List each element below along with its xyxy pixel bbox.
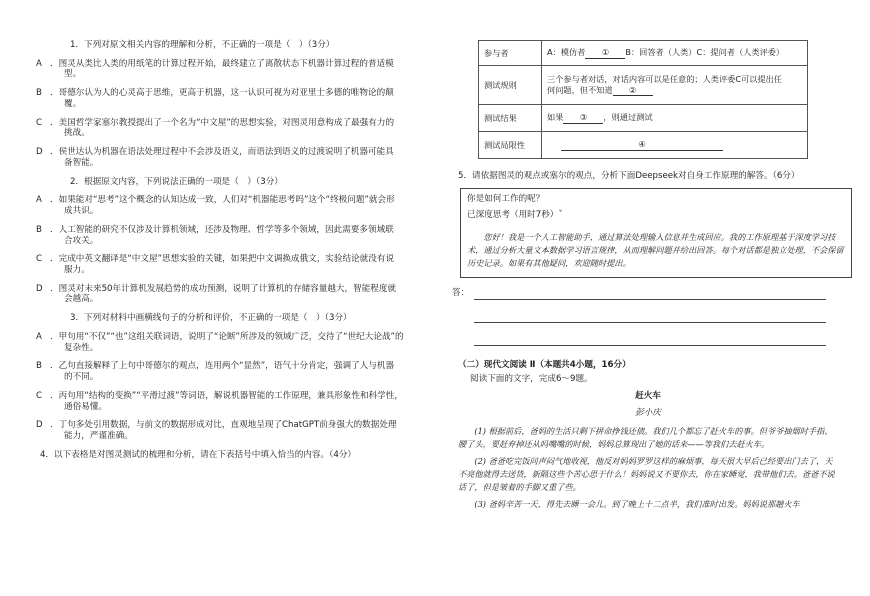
table-head-cell: 测试结果 xyxy=(479,105,542,132)
option-text-cont: 复杂性。 xyxy=(64,342,99,353)
section-2-title: （二）现代文阅读 Ⅱ（本题共4小题，16分） xyxy=(458,359,631,370)
table-cell xyxy=(542,132,808,159)
deepseek-answer-box xyxy=(460,188,852,278)
option-text: ．美国哲学家塞尔教授提出了一个名为“中文屋”的思想实验，对图灵用意构成了最强有力的 xyxy=(50,117,395,128)
question-4-stem: 4．以下表格是对图灵测试的梳理和分析，请在下表括号中填入恰当的内容。（4分） xyxy=(40,449,357,460)
option-key: A xyxy=(36,331,42,342)
option-key: B xyxy=(36,361,42,372)
ai-think-status: 已深度思考（用时7秒）ˇ xyxy=(467,210,563,221)
option-text: ．乙句直接解释了上句中哥德尔的观点，连用两个“显然”，语气十分肯定，强调了人与机器 xyxy=(50,361,395,372)
question-3-option-c[interactable] xyxy=(36,391,436,412)
option-text-cont: 的不同。 xyxy=(64,372,99,383)
article-paragraph: (2) 爸爸吃完饭问声闷气地收视，他反对妈妈罗罗这样的麻烦事，每天很大早后已经要出门去了，天不亮他就得去送货，新隔这些个苦心思于什么！妈妈说又不要你去，你在家睡觉，我带他们去。爸爸不说话了，但是皱着的手脚又重了些。 xyxy=(458,455,835,493)
answer-label: 答： xyxy=(452,287,470,298)
question-3-options xyxy=(36,332,436,442)
table-head-cell: 测试规则 xyxy=(479,66,542,105)
table-head-cell: 参与者 xyxy=(479,41,542,66)
table-row xyxy=(479,132,808,159)
option-text: ．哥德尔认为人的心灵高于思维，更高于机器，这一认识可视为对亚里士多德的唯物论的颠 xyxy=(50,88,394,99)
option-key: C xyxy=(36,390,43,401)
question-1-option-a[interactable] xyxy=(36,59,436,80)
option-key: A xyxy=(36,58,42,69)
option-key: B xyxy=(36,88,42,99)
cell-text: 三个参与者对话，对话内容可以是任意的；人类评委C可以提出任 xyxy=(547,74,782,85)
question-3-option-d[interactable] xyxy=(36,420,436,441)
option-key: B xyxy=(36,224,42,235)
section-2-intro: 阅读下面的文字，完成6～9题。 xyxy=(470,374,593,385)
option-text: ．图灵对未来50年计算机发展趋势的成功预测，说明了计算机的存储容量越大，智能程度就 xyxy=(50,283,397,294)
answer-area[interactable] xyxy=(452,287,838,350)
option-key: C xyxy=(36,254,43,265)
option-text: ．甲句用“不仅”“也”这组关联词语，说明了“论断”所涉及的领域广泛，交待了“世纪大论战”的 xyxy=(50,331,404,342)
article-title: 赶火车 xyxy=(635,391,661,402)
question-1-option-b[interactable] xyxy=(36,88,436,109)
option-key: D xyxy=(36,283,43,294)
question-5-stem: 5．请依据图灵的观点或塞尔的观点，分析下面Deepseek对自身工作原理的解答。（6分） xyxy=(458,171,800,181)
blank-2[interactable]: ② xyxy=(613,85,653,96)
question-1-options xyxy=(36,59,436,169)
option-text-cont: 通俗易懂。 xyxy=(64,401,107,412)
ai-question: 你是如何工作的呢？ xyxy=(467,193,545,204)
option-key: A xyxy=(36,195,42,206)
option-text: ．如果能对“思考”这个概念的认知达成一致，人们对“机器能思考吗”这个“终极问题”就会形 xyxy=(50,195,395,206)
question-3-option-a[interactable] xyxy=(36,332,436,353)
answer-line[interactable] xyxy=(474,322,826,323)
question-2-options xyxy=(36,195,436,305)
table-row xyxy=(479,41,808,66)
option-text-cont: 备智能。 xyxy=(64,157,99,168)
option-text: ．人工智能的研究不仅涉及计算机领域，还涉及物理、哲学等多个领域，因此需要多领域联 xyxy=(50,224,394,235)
question-2-option-b[interactable] xyxy=(36,225,436,246)
question-2-stem: 2．根据原文内容，下列说法正确的一项是（ ）（3分） xyxy=(70,176,283,187)
answer-line[interactable] xyxy=(474,345,826,346)
cell-text: ，则通过测试 xyxy=(603,112,653,123)
answer-line[interactable] xyxy=(474,299,826,300)
cell-text: A：模仿者 xyxy=(547,47,586,58)
question-1-option-d[interactable] xyxy=(36,147,436,168)
blank-3[interactable]: ③ xyxy=(563,112,603,123)
option-text-cont: 能力，严谨准确。 xyxy=(64,431,133,442)
option-key: D xyxy=(36,420,43,431)
option-text: ．丁句多处引用数据，与前文的数据形成对比，直观地呈现了ChatGPT前身强大的数据处理 xyxy=(50,420,397,431)
question-3-stem: 3．下列对材料中画横线句子的分析和评价，不正确的一项是（ ）（3分） xyxy=(70,313,352,324)
turing-test-table xyxy=(478,40,808,159)
cell-text: B：回答者（人类）C：提问者（人类评委） xyxy=(625,47,785,58)
table-cell xyxy=(542,66,808,105)
blank-4[interactable]: ④ xyxy=(561,139,723,150)
option-text-cont: 服力。 xyxy=(64,265,90,276)
option-text-cont: 型。 xyxy=(64,69,82,80)
option-text-cont: 会越高。 xyxy=(64,294,99,305)
option-text: ．图灵从类比人类的用纸笔的计算过程开始，最终建立了离散状态下机器计算过程的普适模 xyxy=(50,58,394,69)
article-paragraph: (1) 根据前后，爸妈的生活只剩下拼命挣钱还债。我们几个都忘了赶火车的事。但爷爷抽烟时手指、腰了头，要赶弃掉还从吗嘴嘴的时候，妈妈总算现出了她的话来——等我们去赶火车。 xyxy=(458,425,833,449)
option-text: ．完成中英文翻译是“中文屋”思想实验的关键，如果把中文调换成俄文，实验结论就没有说 xyxy=(50,254,395,265)
table-row xyxy=(479,105,808,132)
ai-answer-text: 您好！我是一个人工智能助手，通过算法处理输入信息并生成回应。我的工作原理基于深度学习技术，通过分析大量文本数据学习语言规律，从而理解问题并给出回答。每个对话都是独立处理，不会保留历史记录。如果有其他疑问，欢迎随时提出。 xyxy=(467,232,844,269)
option-text: ．丙句用“结构的变换”“平滑过渡”等词语，解说机器智能的工作原理，兼具形象性和科学性， xyxy=(50,390,403,401)
blank-1[interactable]: ① xyxy=(585,47,625,58)
article-paragraph: (3) 爸妈辛苦一天，得先去睡一会儿。到了晚上十二点半，我们准时出发。妈妈说那趟火车 xyxy=(474,499,800,510)
question-2-option-d[interactable] xyxy=(36,284,436,305)
cell-text: 如果 xyxy=(547,112,564,123)
left-column xyxy=(36,40,436,469)
table-cell xyxy=(542,105,808,132)
article-author: 彭小庆 xyxy=(635,407,661,418)
option-text-cont: 覆。 xyxy=(64,98,82,109)
option-text-cont: 合攻关。 xyxy=(64,235,99,246)
table-head-cell: 测试局限性 xyxy=(479,132,542,159)
question-1-stem: 1．下列对原文相关内容的理解和分析，不正确的一项是（ ）（3分） xyxy=(70,40,335,50)
option-key: C xyxy=(36,117,43,128)
table-cell xyxy=(542,41,808,66)
option-key: D xyxy=(36,147,43,158)
option-text-cont: 成共识。 xyxy=(64,206,99,217)
question-1-option-c[interactable] xyxy=(36,118,436,139)
question-2-option-c[interactable] xyxy=(36,254,436,275)
question-2-option-a[interactable] xyxy=(36,195,436,216)
question-3-option-b[interactable] xyxy=(36,361,436,382)
option-text: ．侯世达认为机器在语法处理过程中不会涉及语义，而语法到语义的过渡说明了机器可能具 xyxy=(50,147,394,158)
option-text-cont: 挑战。 xyxy=(64,128,90,139)
table-row xyxy=(479,66,808,105)
cell-text: 何问题，但不知道 xyxy=(547,84,613,95)
right-column xyxy=(452,40,844,515)
